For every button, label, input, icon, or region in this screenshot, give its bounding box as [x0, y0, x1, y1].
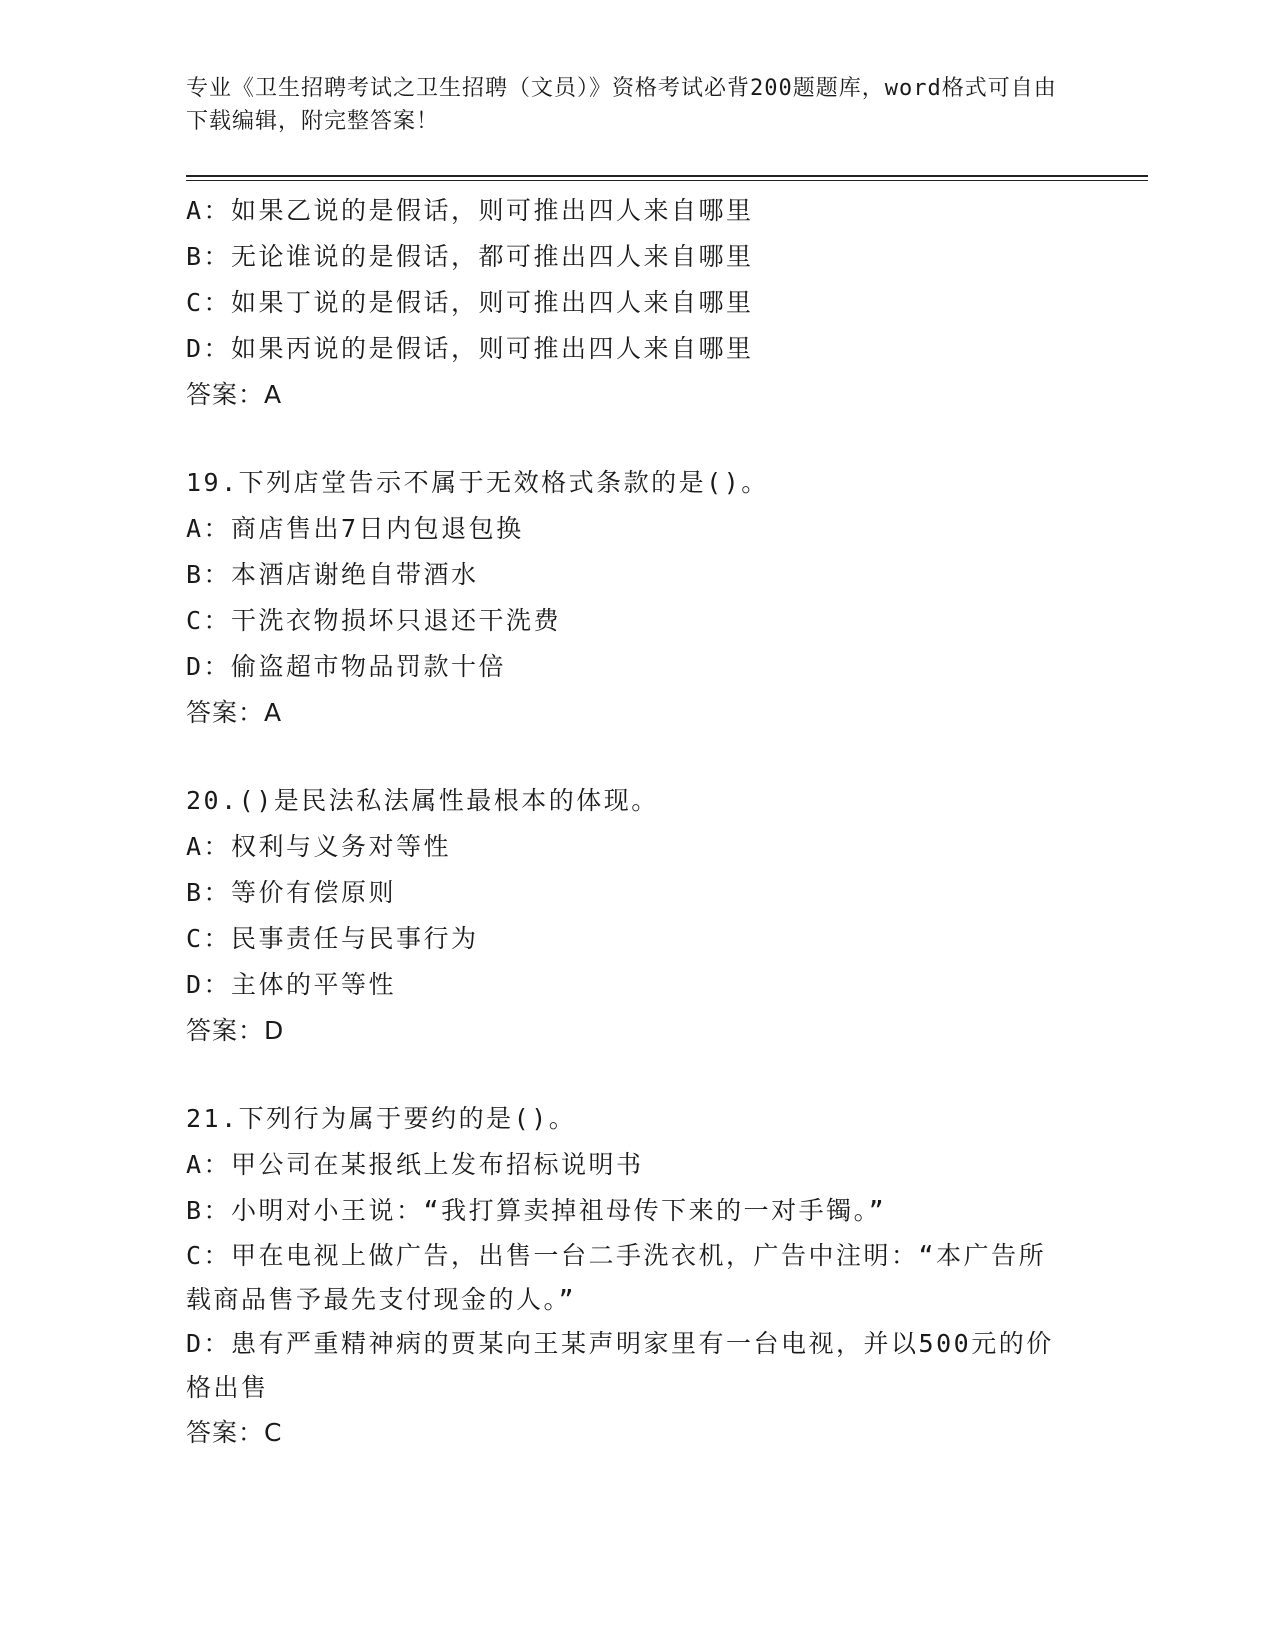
option-d: D：如果丙说的是假话，则可推出四人来自哪里: [186, 334, 754, 363]
option-c: C：如果丁说的是假话，则可推出四人来自哪里: [186, 288, 754, 317]
answer-label: 答案：D: [186, 1016, 285, 1045]
question-block-18: [186, 188, 1066, 418]
option-a: A：甲公司在某报纸上发布招标说明书: [186, 1150, 644, 1179]
option-b: B：等价有偿原则: [186, 878, 397, 907]
option-a: A：权利与义务对等性: [186, 832, 452, 861]
question-block-20: [186, 778, 1066, 1054]
option-d: D：患有严重精神病的贾某向王某声明家里有一台电视，并以500元的价格出售: [186, 1329, 1054, 1402]
option-b: B：小明对小王说：“我打算卖掉祖母传下来的一对手镯。”: [186, 1196, 887, 1225]
question-block-19: [186, 460, 1066, 736]
spacer: [186, 418, 1066, 460]
header-divider-thin: [186, 180, 1148, 181]
question-stem: 19.下列店堂告示不属于无效格式条款的是()。: [186, 468, 769, 497]
option-b: B：本酒店谢绝自带酒水: [186, 560, 479, 589]
answer-label: 答案：A: [186, 380, 283, 409]
spacer: [186, 1054, 1066, 1096]
header-divider-thick: [186, 175, 1148, 177]
option-a: A：商店售出7日内包退包换: [186, 514, 524, 543]
question-block-21: [186, 1096, 1066, 1456]
question-content: [186, 188, 1066, 1456]
option-c: C：甲在电视上做广告，出售一台二手洗衣机，广告中注明：“本广告所载商品售予最先支付现金的人。”: [186, 1241, 1047, 1314]
option-c: C：干洗衣物损坏只退还干洗费: [186, 606, 562, 635]
option-d: D：偷盗超市物品罚款十倍: [186, 652, 507, 681]
option-d: D：主体的平等性: [186, 970, 397, 999]
answer-label: 答案：C: [186, 1418, 283, 1447]
answer-label: 答案：A: [186, 698, 283, 727]
document-header: 专业《卫生招聘考试之卫生招聘（文员）》资格考试必背200题题库，word格式可自由下载编辑，附完整答案！: [186, 76, 1057, 134]
option-c: C：民事责任与民事行为: [186, 924, 479, 953]
spacer: [186, 736, 1066, 778]
question-stem: 20.()是民法私法属性最根本的体现。: [186, 786, 659, 815]
option-b: B：无论谁说的是假话，都可推出四人来自哪里: [186, 242, 754, 271]
question-stem: 21.下列行为属于要约的是()。: [186, 1104, 577, 1133]
option-a: A：如果乙说的是假话，则可推出四人来自哪里: [186, 196, 754, 225]
